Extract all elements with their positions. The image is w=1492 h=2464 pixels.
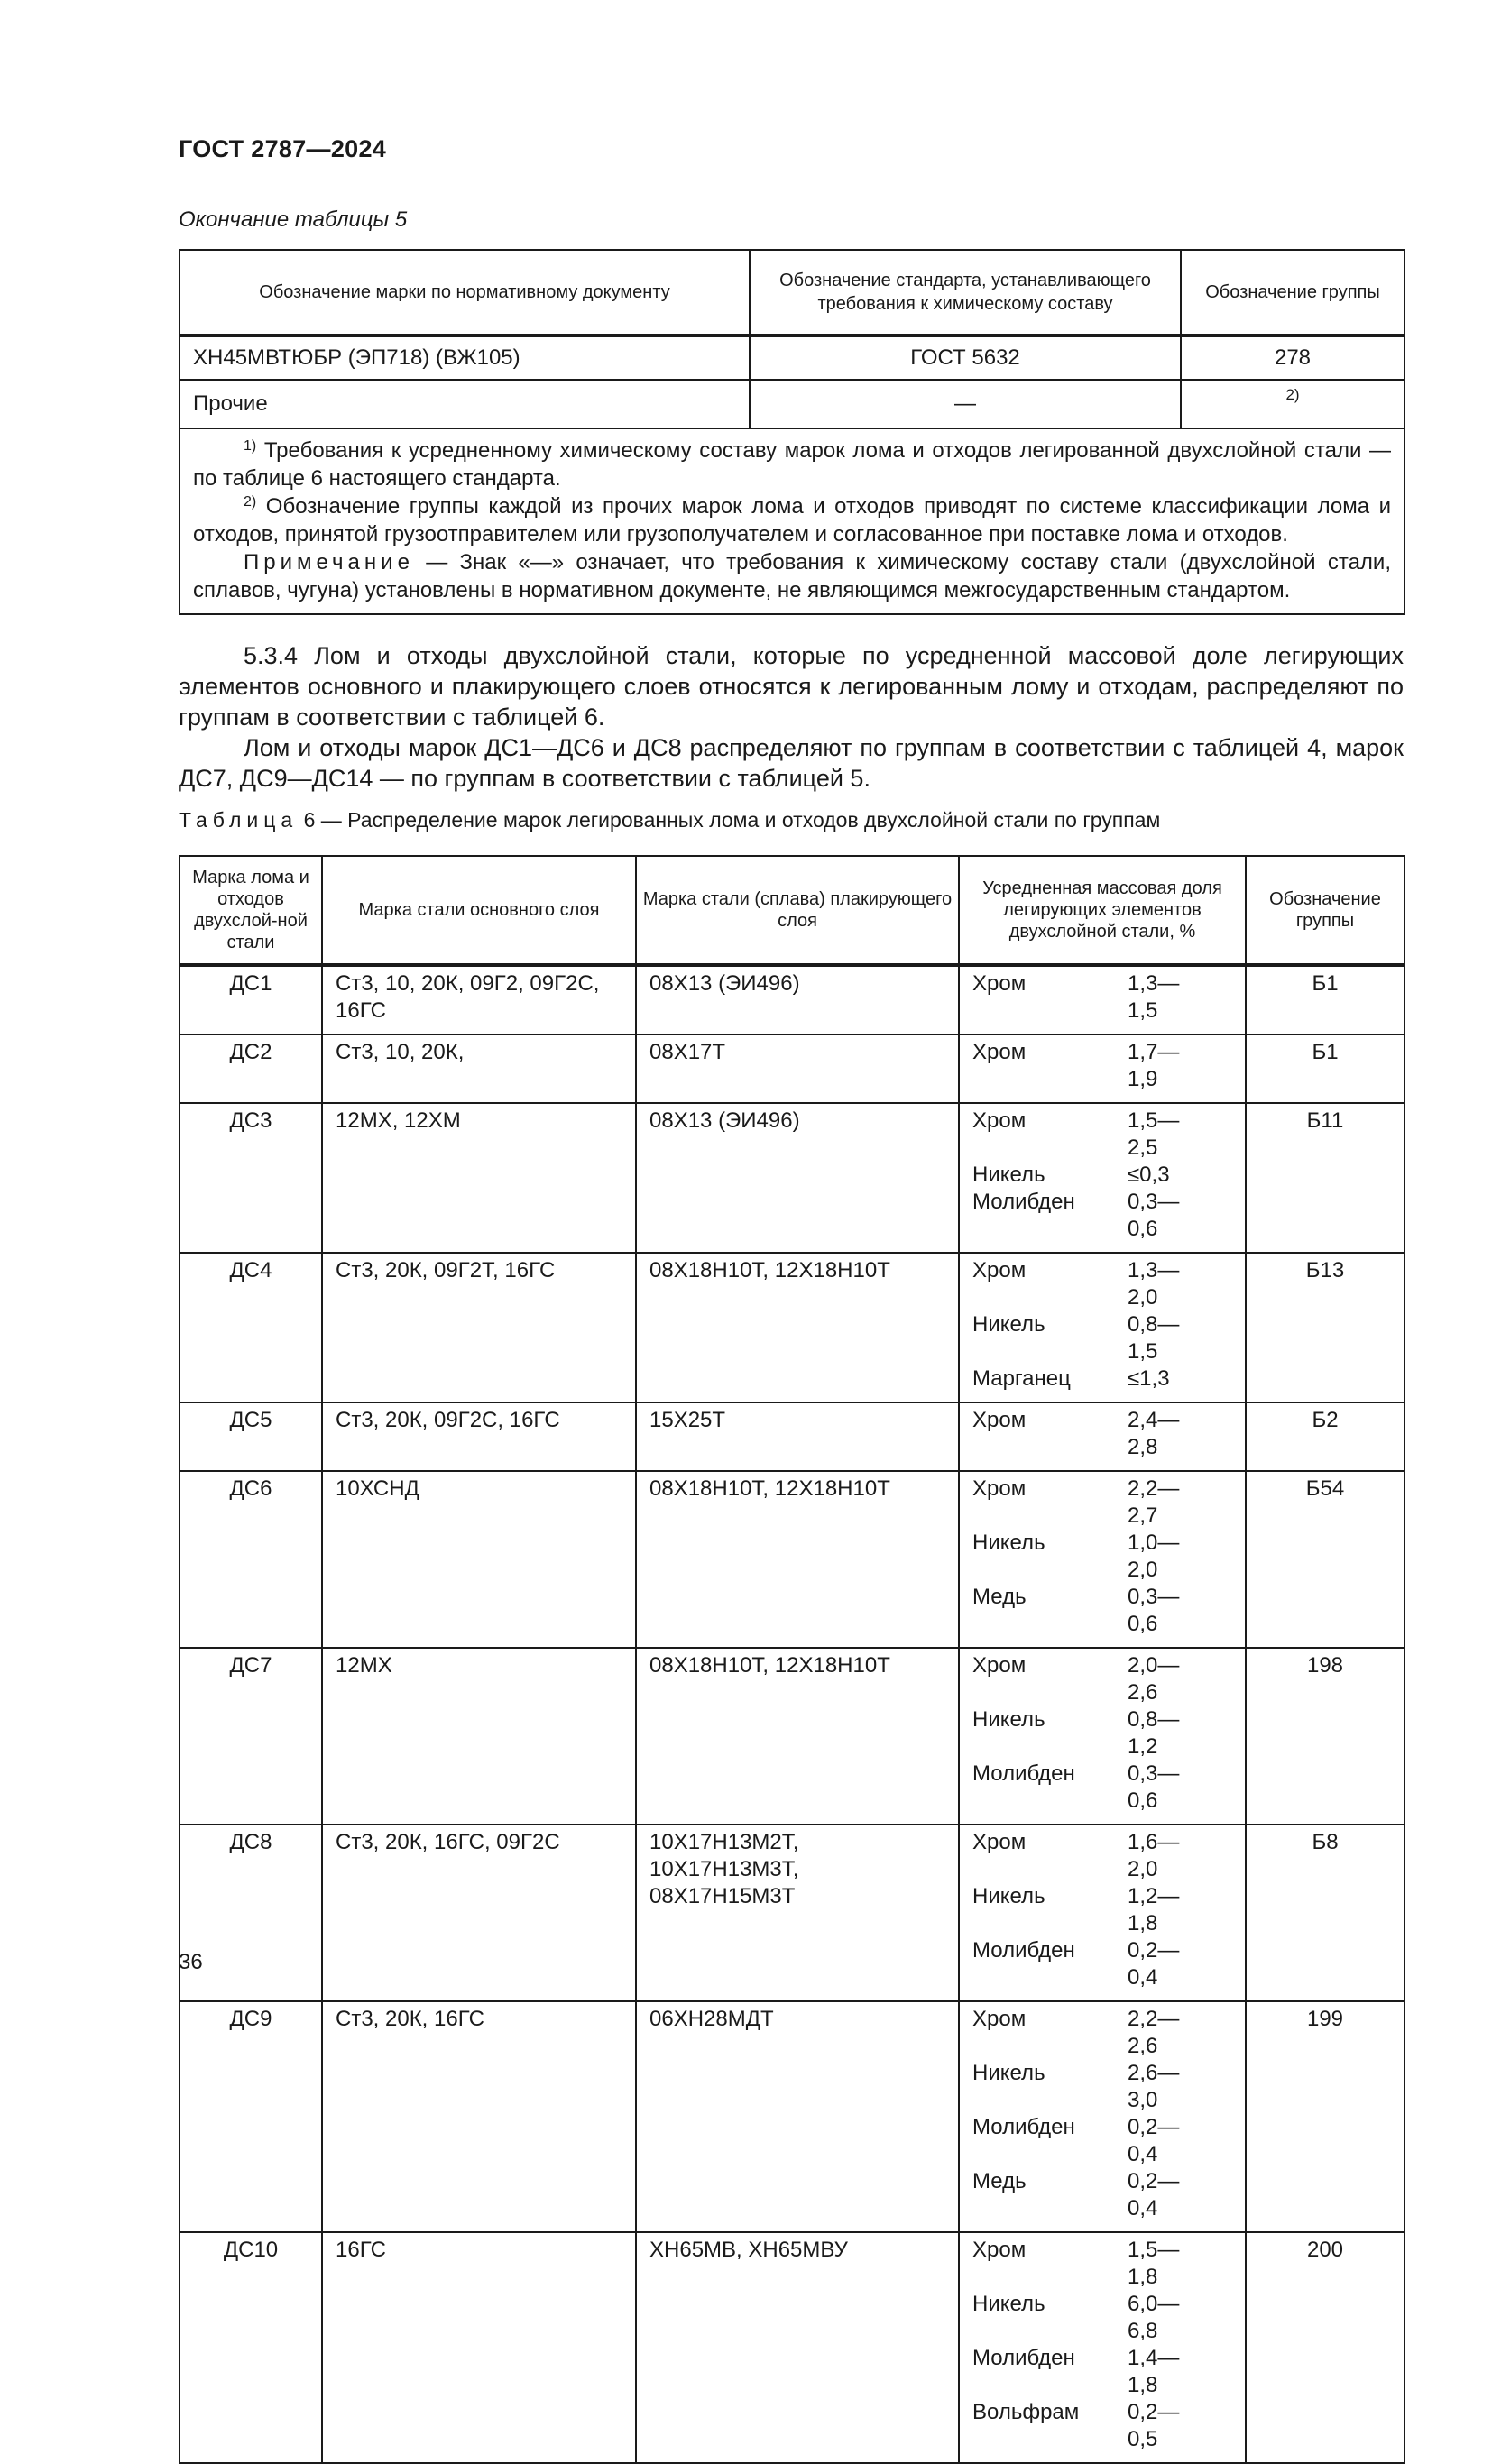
element-line <box>972 1039 1232 1093</box>
table6-clad-cell: 08Х18Н10Т, 12Х18Н10Т <box>636 1648 959 1825</box>
footnote-1 <box>193 437 1391 492</box>
table6-caption <box>179 808 1160 832</box>
element-name: Молибден <box>972 1761 1075 1786</box>
element-value: 2,0—2,6 <box>1128 1653 1180 1705</box>
element-name: Хром <box>972 1653 1027 1678</box>
element-line <box>972 1407 1232 1461</box>
table5-header-cell: Обозначение марки по нормативному документу <box>180 250 750 336</box>
table6-header-cell: Обозначение группы <box>1246 856 1405 965</box>
element-value: 2,6—3,0 <box>1128 2061 1180 2112</box>
table6-row <box>180 1103 1405 1253</box>
element-value: 1,3—1,5 <box>1128 971 1180 1023</box>
table5-header-cell: Обозначение группы <box>1181 250 1405 336</box>
table6-header-cell: Марка стали (сплава) плакирующего слоя <box>636 856 959 965</box>
table5-standard-cell: ГОСТ 5632 <box>750 336 1181 380</box>
element-value: 0,8—1,2 <box>1128 1707 1180 1759</box>
element-name: Хром <box>972 1040 1027 1064</box>
table6-base-cell: Ст3, 10, 20К, 09Г2, 09Г2С, 16ГС <box>322 965 636 1034</box>
element-value: 1,5—1,8 <box>1128 2238 1180 2289</box>
element-value: 0,2—0,4 <box>1128 1938 1180 1990</box>
element-value: ≤1,3 <box>1128 1366 1170 1391</box>
table5-mark-cell: ХН45МВТЮБР (ЭП718) (ВЖ105) <box>180 336 750 380</box>
table6-base-cell: 16ГС <box>322 2232 636 2463</box>
element-name: Никель <box>972 2061 1045 2085</box>
element-line <box>972 2114 1232 2168</box>
element-value: 6,0—6,8 <box>1128 2292 1180 2343</box>
element-name: Никель <box>972 1163 1045 1187</box>
element-name: Хром <box>972 1476 1027 1501</box>
element-value: 1,0—2,0 <box>1128 1531 1180 1582</box>
table6-group-cell: 200 <box>1246 2232 1405 2463</box>
element-value: 1,4—1,8 <box>1128 2346 1180 2397</box>
table6-clad-cell: 08Х17Т <box>636 1034 959 1103</box>
table6-group-cell: Б2 <box>1246 1402 1405 1471</box>
table6-clad-cell: 08Х13 (ЭИ496) <box>636 1103 959 1253</box>
element-name: Хром <box>972 2007 1027 2031</box>
element-name: Никель <box>972 1884 1045 1908</box>
body-text <box>179 640 1404 794</box>
element-line <box>972 2345 1232 2399</box>
table6-clad-cell: 15Х25Т <box>636 1402 959 1471</box>
table6-base-cell: 12МХ, 12ХМ <box>322 1103 636 1253</box>
table6-group-cell: 199 <box>1246 2001 1405 2232</box>
element-value: 0,2—0,5 <box>1128 2400 1180 2451</box>
element-name: Марганец <box>972 1366 1071 1391</box>
element-value: 2,4—2,8 <box>1128 1408 1180 1459</box>
element-line <box>972 1937 1232 1991</box>
table5-header-row <box>180 250 1405 336</box>
table6-group-cell: 198 <box>1246 1648 1405 1825</box>
element-name: Молибден <box>972 2115 1075 2139</box>
element-name: Никель <box>972 1531 1045 1555</box>
table6-clad-cell: 06ХН28МДТ <box>636 2001 959 2232</box>
element-name: Хром <box>972 1830 1027 1854</box>
table6-row <box>180 1034 1405 1103</box>
note-label: Примечание <box>244 550 414 575</box>
table6-group-cell: Б11 <box>1246 1103 1405 1253</box>
table6-base-cell: Ст3, 20К, 09Г2С, 16ГС <box>322 1402 636 1471</box>
table6-elements-cell <box>959 1103 1246 1253</box>
table6-mark-cell: ДС7 <box>180 1648 322 1825</box>
table6-mark-cell: ДС5 <box>180 1402 322 1471</box>
element-line <box>972 1257 1232 1311</box>
footnote-1-marker: 1) <box>244 438 257 454</box>
table6-clad-cell: 08Х18Н10Т, 12Х18Н10Т <box>636 1471 959 1648</box>
table6-elements-cell <box>959 1253 1246 1402</box>
element-line <box>972 2399 1232 2453</box>
table6-elements-cell <box>959 1402 1246 1471</box>
note-text: — Знак «—» означает, что требования к химическому составу стали (двухслойной стали, сплавов, чугуна) установлены в нормативном документе, не являющимся межгосударственным стандартом. <box>193 550 1392 602</box>
table6-row <box>180 1253 1405 1402</box>
table6 <box>179 855 1405 2464</box>
element-name: Вольфрам <box>972 2400 1080 2424</box>
element-line <box>972 1530 1232 1584</box>
footnote-2-marker: 2) <box>244 494 257 510</box>
element-value: 2,2—2,7 <box>1128 1476 1180 1528</box>
table6-mark-cell: ДС6 <box>180 1471 322 1648</box>
table6-mark-cell: ДС8 <box>180 1825 322 2001</box>
table6-mark-cell: ДС4 <box>180 1253 322 1402</box>
element-value: 0,3—0,6 <box>1128 1190 1180 1241</box>
table6-caption-text: 6 — Распределение марок легированных лома и отходов двухслойной стали по группам <box>303 808 1161 832</box>
table6-base-cell: Ст3, 20К, 09Г2Т, 16ГС <box>322 1253 636 1402</box>
table6-group-cell: Б13 <box>1246 1253 1405 1402</box>
element-value: 1,3—2,0 <box>1128 1258 1180 1310</box>
table5-mark-cell: Прочие <box>180 380 750 428</box>
element-line <box>972 1162 1232 1189</box>
element-line <box>972 1652 1232 1706</box>
element-name: Хром <box>972 1408 1027 1432</box>
table6-base-cell: Ст3, 10, 20К, <box>322 1034 636 1103</box>
table6-elements-cell <box>959 1471 1246 1648</box>
table5-standard-cell: — <box>750 380 1181 428</box>
table6-group-cell: Б54 <box>1246 1471 1405 1648</box>
element-line <box>972 1883 1232 1937</box>
element-name: Молибден <box>972 1190 1075 1214</box>
element-line <box>972 2168 1232 2222</box>
table6-elements-cell <box>959 2232 1246 2463</box>
table6-header-cell: Усредненная массовая доля легирующих элементов двухслойной стали, % <box>959 856 1246 965</box>
table5-row <box>180 380 1405 428</box>
table5-header-cell: Обозначение стандарта, устанавливающего требования к химическому составу <box>750 250 1181 336</box>
element-line <box>972 1706 1232 1761</box>
element-line <box>972 1584 1232 1638</box>
element-line <box>972 2060 1232 2114</box>
table6-row <box>180 1648 1405 1825</box>
table6-elements-cell <box>959 1825 1246 2001</box>
table5-continuation-label: Окончание таблицы 5 <box>179 207 408 232</box>
element-value: ≤0,3 <box>1128 1163 1170 1187</box>
table6-group-cell: Б1 <box>1246 1034 1405 1103</box>
element-name: Хром <box>972 2238 1027 2262</box>
table5-notes-row <box>180 428 1405 614</box>
page-number: 36 <box>179 1950 203 1974</box>
element-value: 0,3—0,6 <box>1128 1585 1180 1636</box>
element-line <box>972 1476 1232 1530</box>
element-value: 1,2—1,8 <box>1128 1884 1180 1935</box>
table6-elements-cell <box>959 965 1246 1034</box>
element-line <box>972 1311 1232 1365</box>
table6-header-row <box>180 856 1405 965</box>
footnote-2 <box>193 492 1391 548</box>
table6-mark-cell: ДС1 <box>180 965 322 1034</box>
table6-group-cell: Б1 <box>1246 965 1405 1034</box>
element-value: 2,2—2,6 <box>1128 2007 1180 2058</box>
element-name: Молибден <box>972 2346 1075 2370</box>
element-line <box>972 1761 1232 1815</box>
element-line <box>972 2291 1232 2345</box>
table6-elements-cell <box>959 1034 1246 1103</box>
table6-base-cell: 12МХ <box>322 1648 636 1825</box>
element-line <box>972 1189 1232 1243</box>
element-name: Молибден <box>972 1938 1075 1963</box>
element-name: Хром <box>972 971 1027 996</box>
table6-row <box>180 2232 1405 2463</box>
element-value: 1,7—1,9 <box>1128 1040 1180 1091</box>
footnote-2-text: Обозначение группы каждой из прочих марок лома и отходов приводят по системе классификации лома и отходов, принятой грузоотправителем или грузополучателем и согласованное при поставке лома и отходов. <box>193 494 1392 547</box>
table6-elements-cell <box>959 2001 1246 2232</box>
element-line <box>972 1108 1232 1162</box>
table6-base-cell: 10ХСНД <box>322 1471 636 1648</box>
element-line <box>972 1365 1232 1393</box>
element-line <box>972 2237 1232 2291</box>
document-header: ГОСТ 2787—2024 <box>179 135 387 162</box>
element-line <box>972 2006 1232 2060</box>
table6-row <box>180 1402 1405 1471</box>
table5-row <box>180 336 1405 380</box>
footnote-1-text: Требования к усредненному химическому составу марок лома и отходов легированной двухслойной стали — по таблице 6 настоящего стандарта. <box>193 438 1391 491</box>
element-line <box>972 1829 1232 1883</box>
element-line <box>972 970 1232 1025</box>
table6-mark-cell: ДС9 <box>180 2001 322 2232</box>
element-name: Хром <box>972 1258 1027 1283</box>
table6-mark-cell: ДС3 <box>180 1103 322 1253</box>
table6-clad-cell: ХН65МВ, ХН65МВУ <box>636 2232 959 2463</box>
element-name: Никель <box>972 1707 1045 1732</box>
paragraph-5-3-4: 5.3.4 Лом и отходы двухслойной стали, которые по усредненной массовой доле легирующих элементов основного и плакирующего слоев относятся к легированным лому и отходам, распределяют по группам в соответствии с таблицей 6. <box>179 642 1404 731</box>
element-value: 0,8—1,5 <box>1128 1312 1180 1364</box>
element-value: 0,2—0,4 <box>1128 2169 1180 2220</box>
table6-header-cell: Марка лома и отходов двухслой-ной стали <box>180 856 322 965</box>
element-name: Медь <box>972 1585 1027 1609</box>
element-value: 0,2—0,4 <box>1128 2115 1180 2166</box>
table6-header-cell: Марка стали основного слоя <box>322 856 636 965</box>
table6-row <box>180 1825 1405 2001</box>
element-name: Хром <box>972 1108 1027 1133</box>
table6-row <box>180 1471 1405 1648</box>
table6-clad-cell: 10Х17Н13М2Т, 10Х17Н13М3Т, 08Х17Н15М3Т <box>636 1825 959 2001</box>
table5-notes <box>180 428 1405 614</box>
element-name: Медь <box>972 2169 1027 2193</box>
table6-group-cell: Б8 <box>1246 1825 1405 2001</box>
table6-caption-label: Таблица <box>179 808 299 832</box>
table6-base-cell: Ст3, 20К, 16ГС <box>322 2001 636 2232</box>
element-value: 0,3—0,6 <box>1128 1761 1180 1813</box>
element-value: 1,6—2,0 <box>1128 1830 1180 1881</box>
table6-clad-cell: 08Х18Н10Т, 12Х18Н10Т <box>636 1253 959 1402</box>
table6-row <box>180 965 1405 1034</box>
table5-note <box>193 548 1391 604</box>
table6-mark-cell: ДС10 <box>180 2232 322 2463</box>
element-name: Никель <box>972 1312 1045 1337</box>
table5-group-cell: 278 <box>1181 336 1405 380</box>
table6-mark-cell: ДС2 <box>180 1034 322 1103</box>
table6-clad-cell: 08Х13 (ЭИ496) <box>636 965 959 1034</box>
table5-group-cell: 2) <box>1181 380 1405 428</box>
table6-row <box>180 2001 1405 2232</box>
element-value: 1,5—2,5 <box>1128 1108 1180 1160</box>
table6-base-cell: Ст3, 20К, 16ГС, 09Г2С <box>322 1825 636 2001</box>
table6-elements-cell <box>959 1648 1246 1825</box>
paragraph-groups: Лом и отходы марок ДС1—ДС6 и ДС8 распределяют по группам в соответствии с таблицей 4, марок ДС7, ДС9—ДС14 — по группам в соответствии с таблицей 5. <box>179 734 1404 792</box>
element-name: Никель <box>972 2292 1045 2316</box>
table6-body <box>180 965 1405 2463</box>
table5-end <box>179 249 1405 615</box>
